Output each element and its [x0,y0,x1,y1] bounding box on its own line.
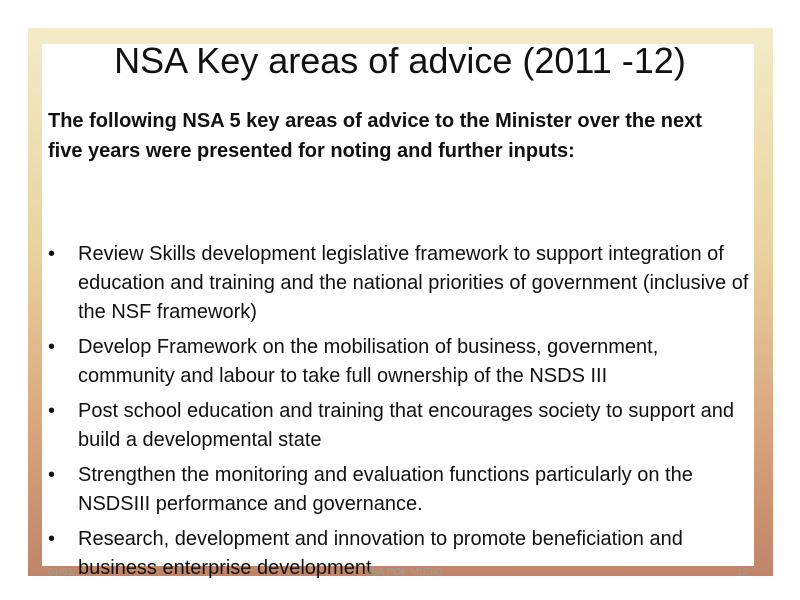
intro-text [48,106,753,166]
bullet-text: Research, development and innovation to promote beneficiation and business enterprise development [78,528,683,579]
bullet-item [48,333,753,391]
advice-bullet-list [48,240,753,589]
footer-date: 01/01 [48,567,74,578]
bullet-text: Post school education and training that encourages society to support and build a developmental state [78,400,734,451]
slide-title: NSA Key areas of advice (2011 -12) [114,40,686,81]
bullet-dot-icon: • [48,400,56,422]
slide-number: 12 [737,567,749,578]
intro-line-1: The following NSA 5 key areas of advice to the Minister over the next [48,110,702,132]
footer-center-text: NSA POP MUSIC [364,567,443,578]
intro-line-2: five years were presented for noting and further inputs: [48,140,575,162]
bullet-dot-icon: • [48,243,56,265]
bullet-dot-icon: • [48,528,56,550]
bullet-item [48,397,753,455]
bullet-text: Strengthen the monitoring and evaluation functions particularly on the NSDSIII performance and governance. [78,464,693,515]
bullet-item [48,240,753,327]
bullet-text: Develop Framework on the mobilisation of business, government, community and labour to take full ownership of the NSDS III [78,336,659,387]
bullet-dot-icon: • [48,336,56,358]
bullet-item [48,461,753,519]
bullet-text: Review Skills development legislative framework to support integration of education and training and the national priorities of government (inclusive of the NSF framework) [78,243,749,323]
bullet-dot-icon: • [48,464,56,486]
